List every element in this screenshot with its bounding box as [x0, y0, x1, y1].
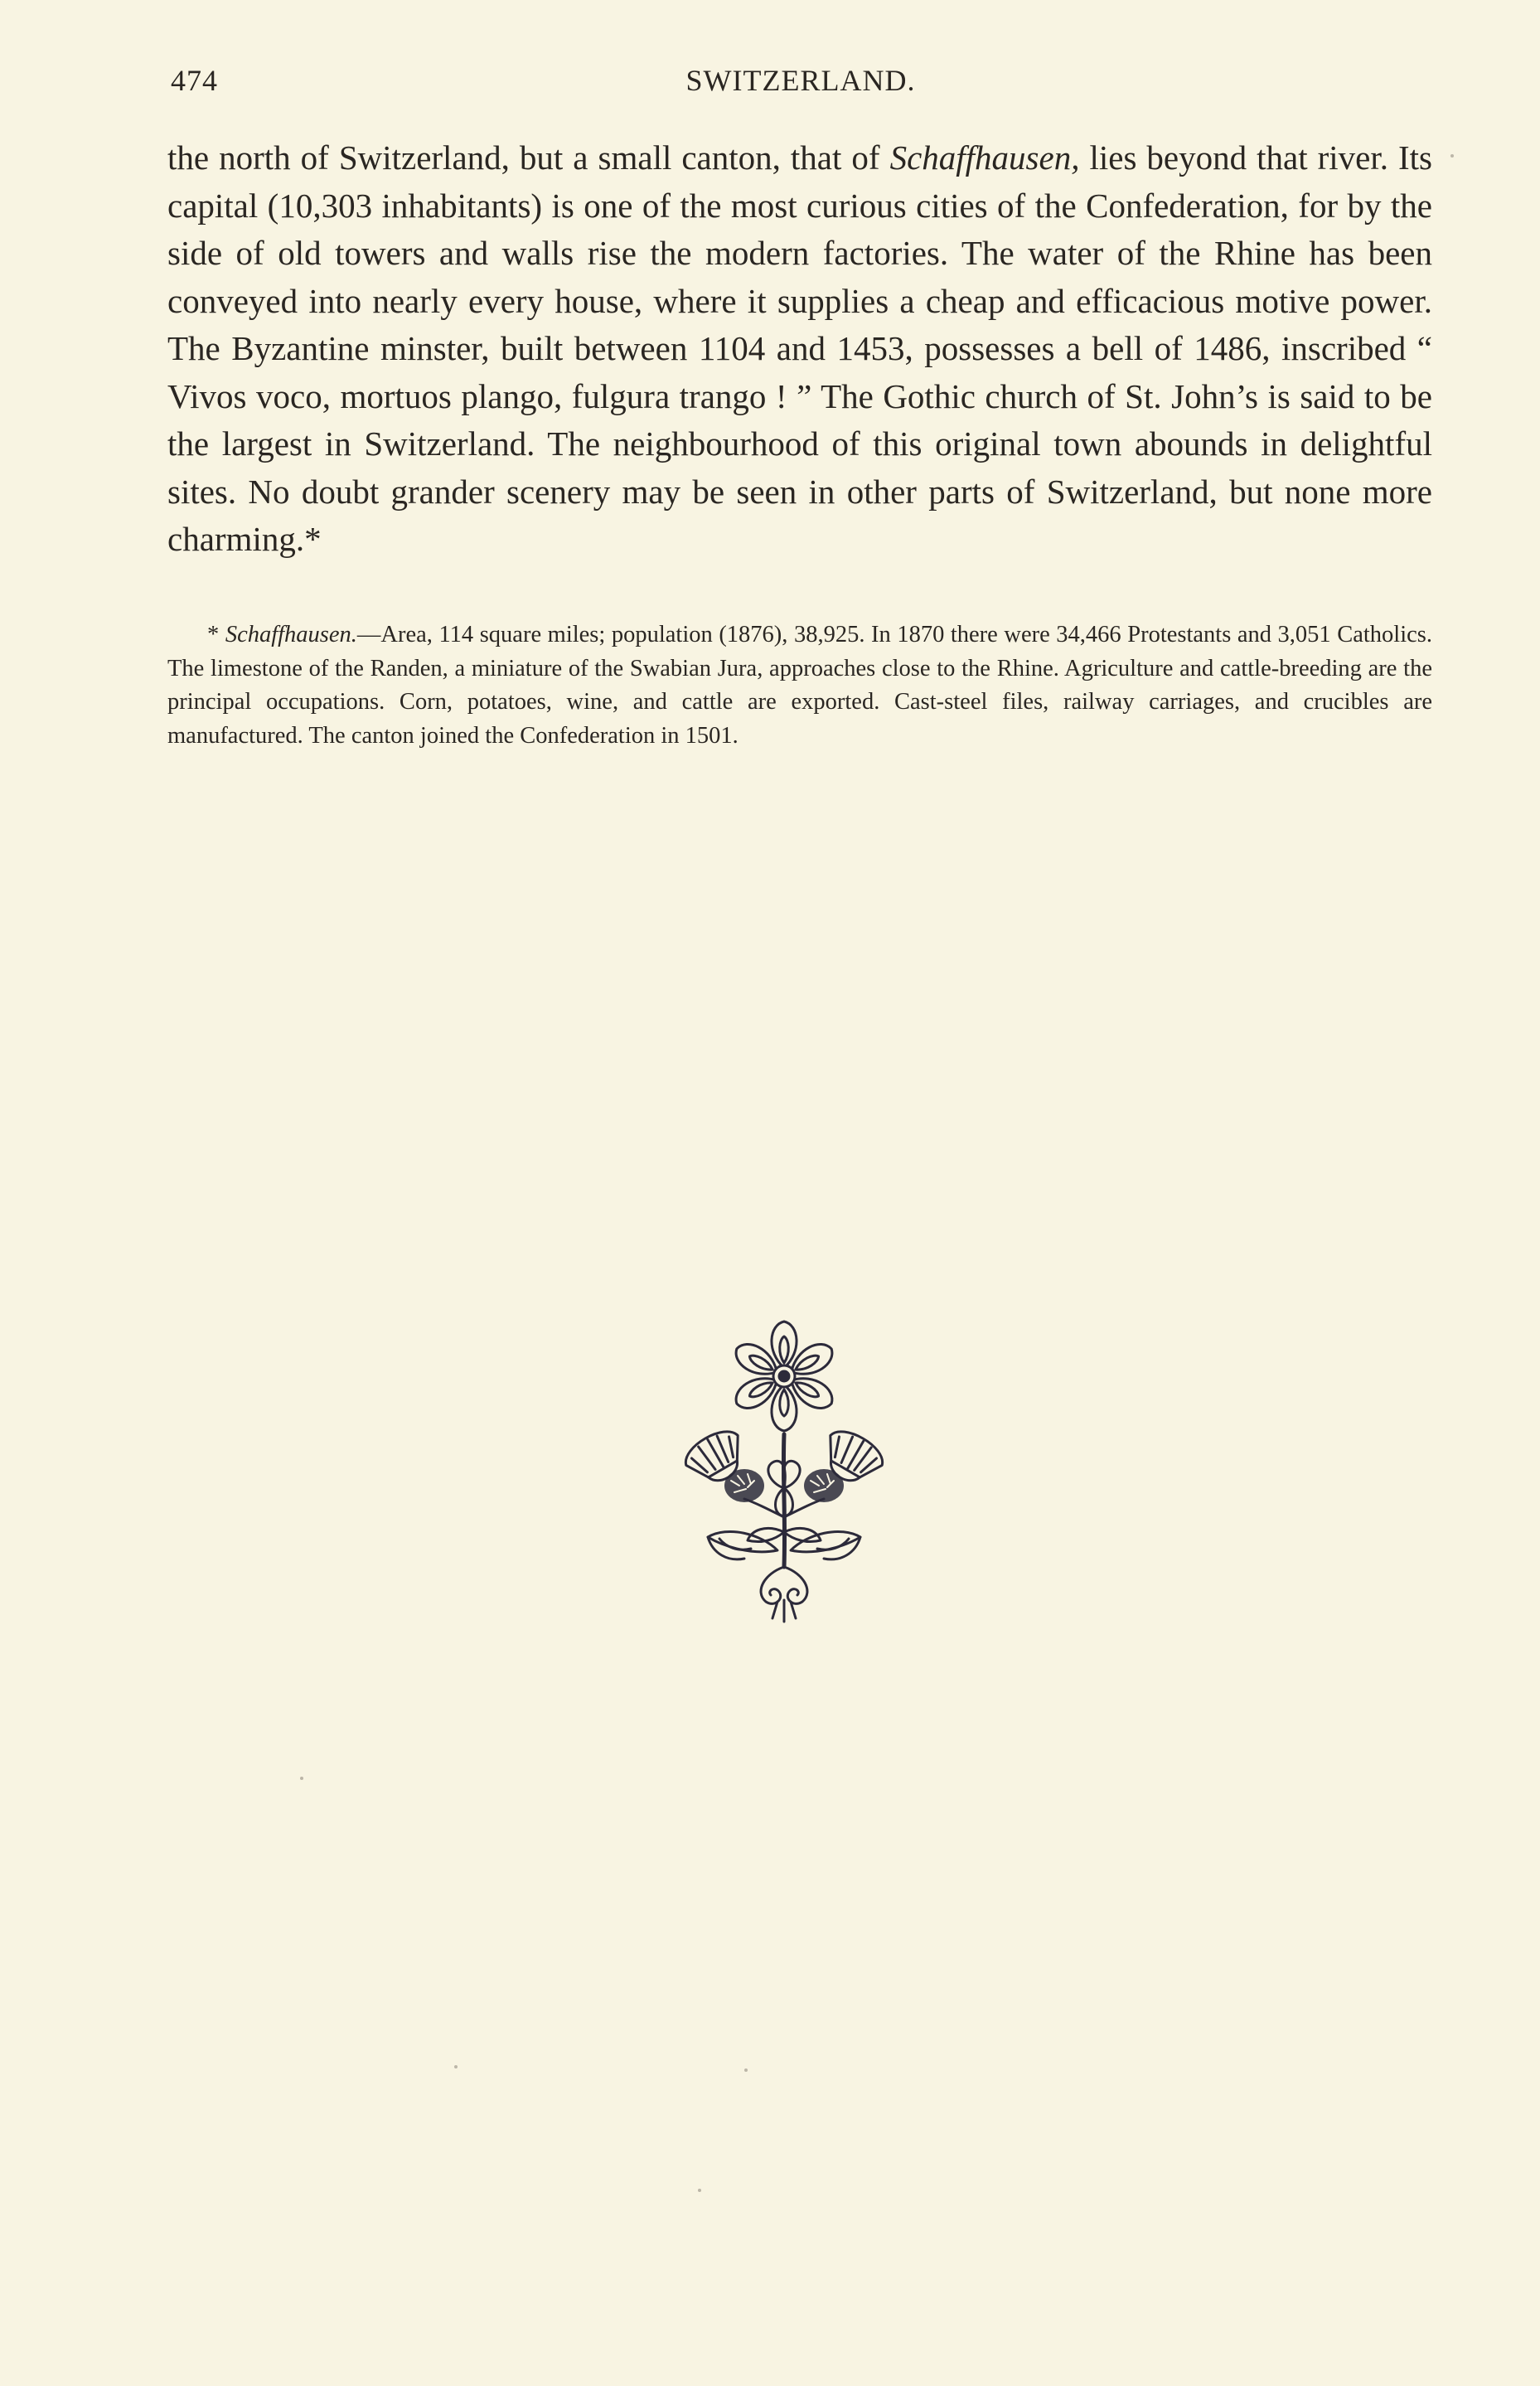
page-number: 474 [171, 64, 218, 97]
paper-speck [698, 2189, 701, 2192]
running-title: SWITZERLAND. [685, 64, 916, 97]
running-head [171, 63, 1431, 104]
canton-name-italic: Schaffhausen, [889, 138, 1080, 177]
floral-emblem-icon [668, 1310, 900, 1633]
footnote-marker: * [207, 622, 225, 647]
footnote-canton-name: Schaffhausen. [225, 622, 357, 647]
paper-speck [300, 1777, 303, 1780]
body-text-start: the north of Switzerland, but a small canton, that of [167, 138, 890, 177]
body-text-rest: lies beyond that river. Its capital (10,303 inhabitants) is one of the most curious cities of the Confederation, for by the side of old towers and walls rise the modern factories. The water of the Rhine has been conveyed into nearly every house, where it supplies a cheap and efficacious motive power. The Byzantine minster, built between 1104 and 1453, possesses a bell of 1486, inscribed “ Vivos voco, mortuos plango, fulgura trango ! ” The Gothic church of St. John’s is said to be the largest in Switzerland. The neighbourhood of this original town abounds in delightful sites. No doubt grander scenery may be seen in other parts of Switzerland, but none more charming.* [167, 138, 1433, 558]
body-paragraph [167, 134, 1432, 564]
footnote-text: —Area, 114 square miles; population (1876), 38,925. In 1870 there were 34,466 Protestants and 3,051 Catholics. The limestone of the Randen, a miniature of the Swabian Jura, approaches close to the Rhine. Agriculture and cattle-breeding are the principal occupations. Corn, potatoes, wine, and cattle are exported. Cast-steel files, railway carriages, and crucibles are manufactured. The canton joined the Confederation in 1501. [167, 622, 1433, 749]
paper-speck [744, 2068, 748, 2072]
paper-speck [454, 2065, 458, 2068]
footnote [167, 618, 1432, 753]
paper-speck [1450, 154, 1454, 158]
